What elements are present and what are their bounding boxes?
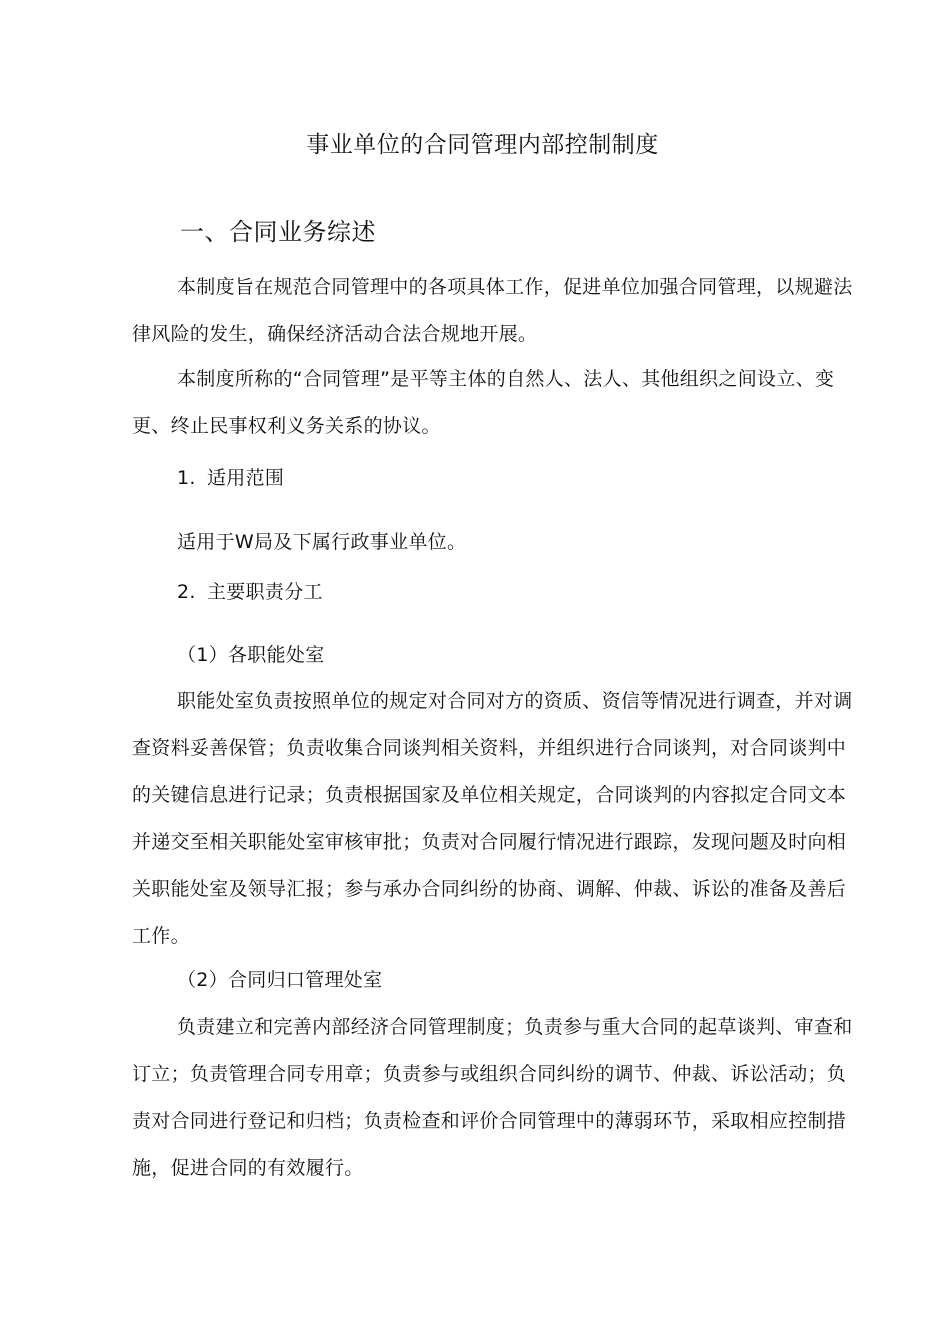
paragraph-contract-management-dept: 负责建立和完善内部经济合同管理制度；负责参与重大合同的起草谈判、审查和订立；负责管理合同专用章；负责参与或组织合同纠纷的调节、仲裁、诉讼活动；负责对合同进行登记和归档；负责检查和评价合同管理中的薄弱环节，采取相应控制措施，促进合同的有效履行。 bbox=[132, 1016, 853, 1179]
item-scope-number: 1. bbox=[177, 467, 196, 489]
item-responsibilities-number: 2. bbox=[177, 581, 196, 603]
item-scope bbox=[177, 463, 284, 493]
subitem-functional-departments: （1）各职能处室 bbox=[177, 644, 325, 666]
item-responsibilities-label: 主要职责分工 bbox=[207, 581, 323, 603]
paragraph-purpose: 本制度旨在规范合同管理中的各项具体工作，促进单位加强合同管理，以规避法律风险的发生，确保经济活动合法合规地开展。 bbox=[132, 276, 853, 345]
item-scope-label: 适用范围 bbox=[207, 467, 285, 489]
document-title: 事业单位的合同管理内部控制制度 bbox=[306, 132, 659, 158]
item-responsibilities bbox=[177, 577, 323, 607]
paragraph-functional-departments: 职能处室负责按照单位的规定对合同对方的资质、资信等情况进行调查，并对调查资料妥善保管；负责收集合同谈判相关资料，并组织进行合同谈判，对合同谈判中的关键信息进行记录；负责根据国家及单位相关规定，合同谈判的内容拟定合同文本并递交至相关职能处室审核审批；负责对合同履行情况进行跟踪，发现问题及时向相关职能处室及领导汇报；参与承办合同纠纷的协商、调解、仲裁、诉讼的准备及善后工作。 bbox=[132, 690, 853, 947]
section-heading-overview: 一、合同业务综述 bbox=[180, 218, 376, 246]
paragraph-definition: 本制度所称的“合同管理”是平等主体的自然人、法人、其他组织之间设立、变更、终止民事权利义务关系的协议。 bbox=[132, 368, 835, 437]
scope-text: 适用于W局及下属行政事业单位。 bbox=[177, 531, 467, 553]
subitem-contract-management-dept: （2）合同归口管理处室 bbox=[177, 969, 383, 991]
